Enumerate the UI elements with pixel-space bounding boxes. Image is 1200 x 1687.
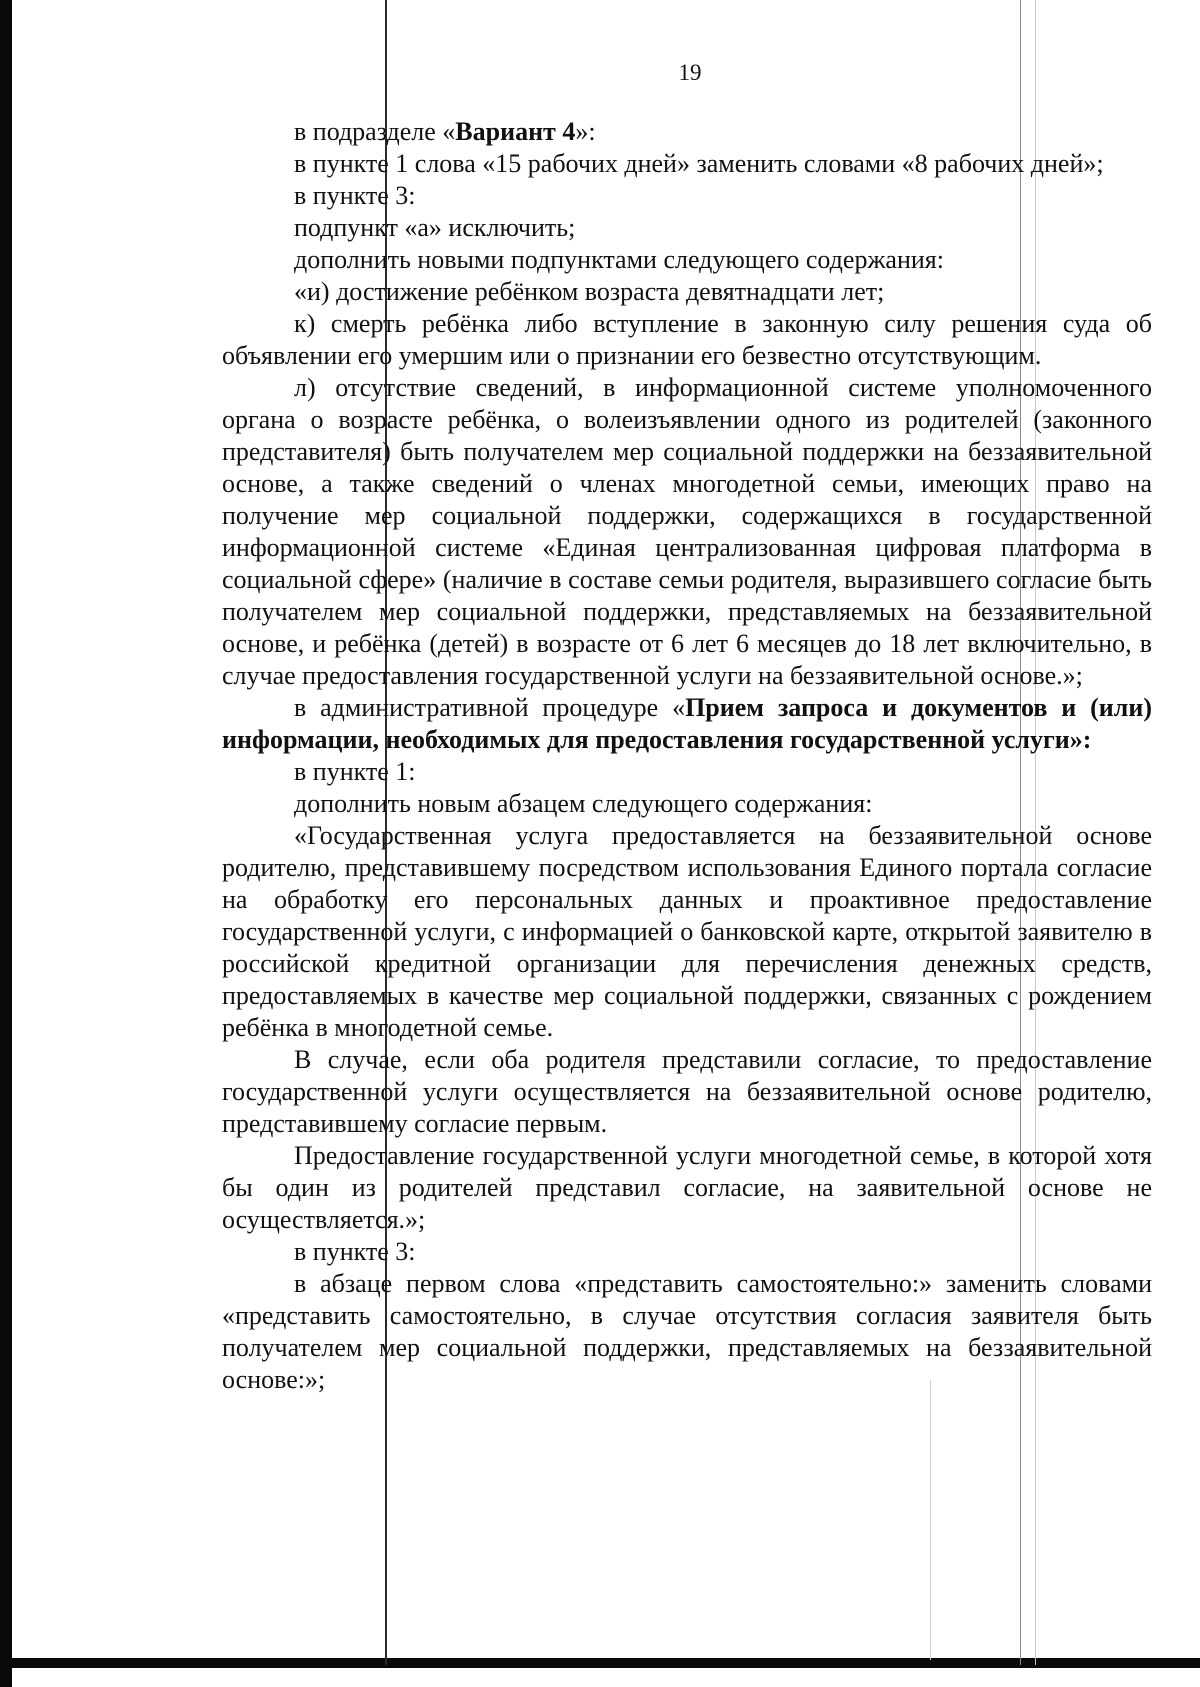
text-run: в абзаце первом слова «представить самостоятельно:» заменить словами «представить самостоятельно, в случае отсутствия согласия заявителя быть получателем мер социальной поддержки, представляемых на беззаявительной основе:»; (222, 1269, 1152, 1394)
paragraph (222, 788, 1152, 820)
text-run: в пункте 1 слова «15 рабочих дней» заменить словами «8 рабочих дней»; (294, 149, 1104, 178)
text-run: в подразделе « (294, 117, 456, 146)
paragraph (222, 276, 1152, 308)
paragraph (222, 180, 1152, 212)
paragraph (222, 116, 1152, 148)
text-run: к) смерть ребёнка либо вступление в законную силу решения суда об объявлении его умершим или о признании его безвестно отсутствующим. (222, 309, 1152, 370)
paragraph (222, 1044, 1152, 1140)
paragraph (222, 1236, 1152, 1268)
text-run: «и) достижение ребёнком возраста девятнадцати лет; (294, 277, 885, 306)
text-run: в административной процедуре « (294, 693, 686, 722)
text-run: л) отсутствие сведений, в информационной системе уполномоченного органа о возрасте ребёнка, о волеизъявлении одного из родителей (законного представителя) быть получателем мер социальной поддержки на беззаявительной основе, а также сведений о членах многодетной семьи, имеющих право на получение мер социальной поддержки, содержащихся в государственной информационной системе «Единая централизованная цифровая платформа в социальной сфере» (наличие в составе семьи родителя, выразившего согласие быть получателем мер социальной поддержки, представляемых на беззаявительной основе, и ребёнка (детей) в возрасте от 6 лет 6 месяцев до 18 лет включительно, в случае предоставления государственной услуги на беззаявительной основе.»; (222, 373, 1152, 690)
paragraph (222, 692, 1152, 756)
document-body (222, 116, 1152, 1396)
scan-edge-left (0, 0, 12, 1687)
paragraph (222, 1140, 1152, 1236)
text-run: дополнить новыми подпунктами следующего содержания: (294, 245, 944, 274)
page-number: 19 (678, 60, 702, 85)
text-run: Предоставление государственной услуги многодетной семье, в которой хотя бы один из родителей представил согласие, на заявительной основе не осуществляется.»; (222, 1141, 1152, 1234)
text-run: В случае, если оба родителя представили согласие, то предоставление государственной услуги осуществляется на беззаявительной основе родителю, представившему согласие первым. (222, 1045, 1152, 1138)
paragraph (222, 372, 1152, 692)
paragraph (222, 308, 1152, 372)
paragraph (222, 1268, 1152, 1396)
paragraph (222, 212, 1152, 244)
bold-text: Вариант 4 (455, 117, 576, 146)
paragraph (222, 756, 1152, 788)
paragraph (222, 244, 1152, 276)
bold-text: Прием запроса и документов и (или) информации, необходимых для предоставления государственной услуги (222, 693, 1152, 754)
scan-fold-line (930, 1380, 931, 1660)
text-run: подпункт «а» исключить; (294, 213, 576, 242)
text-run: в пункте 3: (294, 1237, 416, 1266)
text-run: »: (575, 117, 596, 146)
bold-text: »: (1069, 725, 1092, 754)
paragraph (222, 148, 1152, 180)
text-run: дополнить новым абзацем следующего содержания: (294, 789, 873, 818)
text-run: в пункте 3: (294, 181, 416, 210)
text-run: «Государственная услуга предоставляется на беззаявительной основе родителю, представившему посредством использования Единого портала согласие на обработку его персональных данных и проактивное предоставление государственной услуги, с информацией о банковской карте, открытой заявителю в российской кредитной организации для перечисления денежных средств, предоставляемых в качестве мер социальной поддержки, связанных с рождением ребёнка в многодетной семье. (222, 821, 1152, 1042)
text-run: в пункте 1: (294, 757, 416, 786)
paragraph (222, 820, 1152, 1044)
